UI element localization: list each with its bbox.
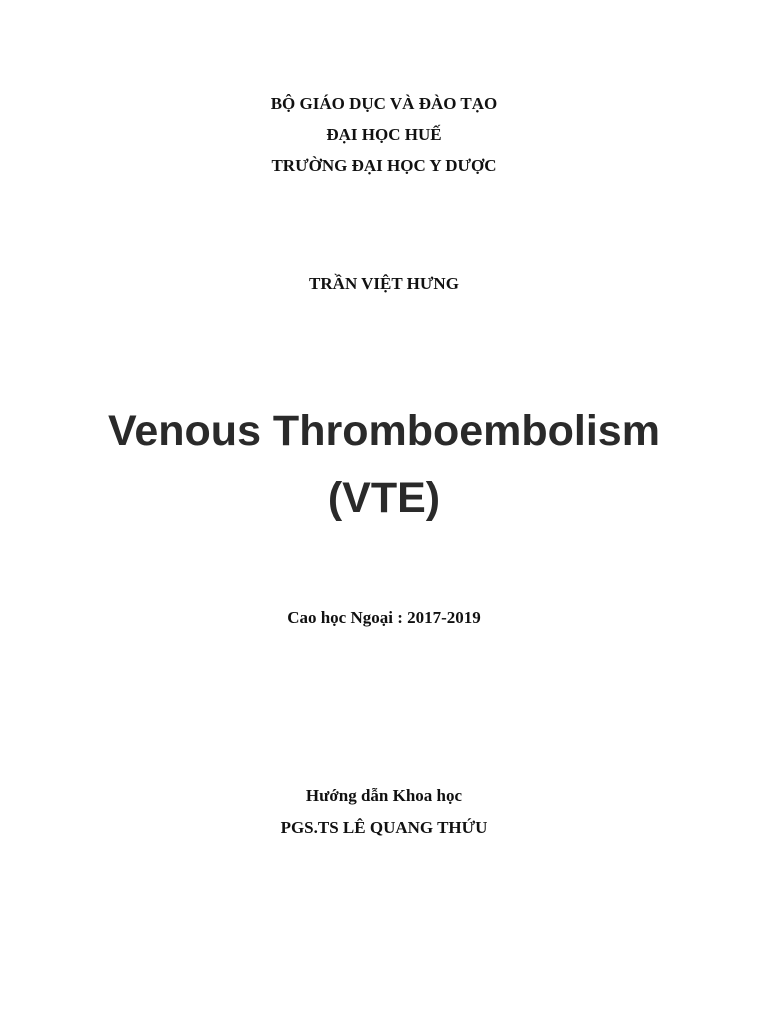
- author-name: TRẦN VIỆT HƯNG: [309, 274, 459, 293]
- ministry-heading: BỘ GIÁO DỤC VÀ ĐÀO TẠO: [270, 94, 498, 113]
- document-title-line-1: Venous Thromboembolism: [108, 407, 660, 455]
- advisor-name: PGS.TS LÊ QUANG THỨU: [280, 818, 488, 837]
- advisor-label: Hướng dẫn Khoa học: [305, 786, 463, 805]
- document-title-line-2: (VTE): [327, 474, 441, 522]
- university-heading: ĐẠI HỌC HUẾ: [326, 125, 442, 144]
- program-info: Cao học Ngoại : 2017-2019: [287, 608, 481, 627]
- school-heading: TRƯỜNG ĐẠI HỌC Y DƯỢC: [271, 156, 497, 175]
